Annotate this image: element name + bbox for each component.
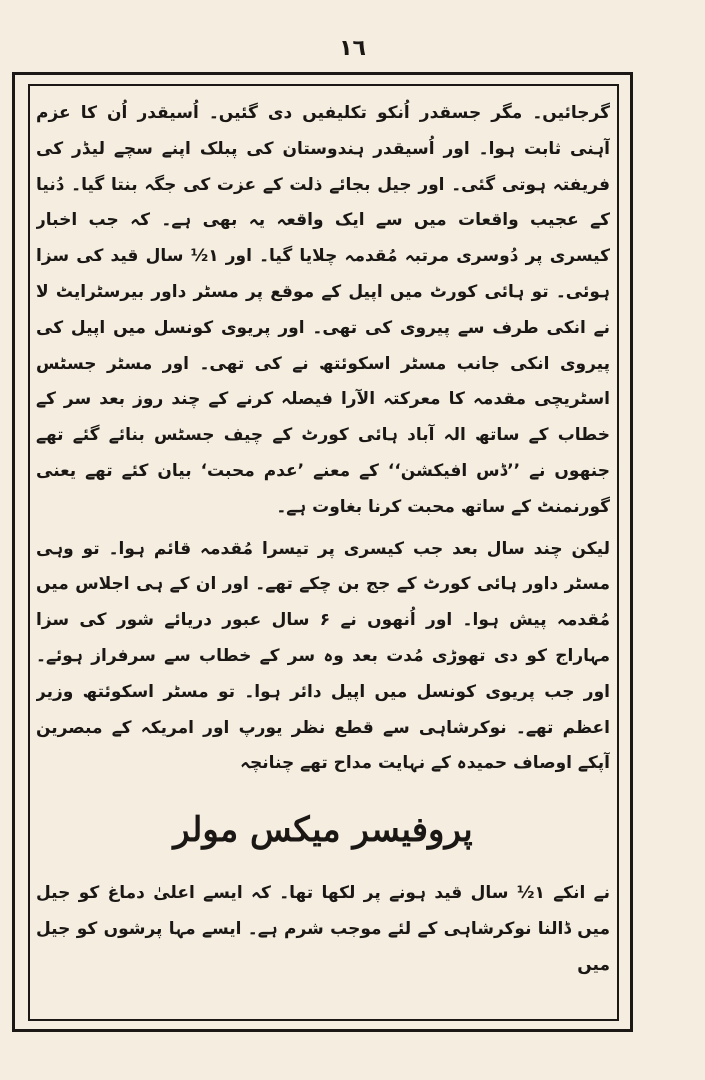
paragraph-2: لیکن چند سال بعد جب کیسری پر تیسرا مُقدمہ قائم ہوا۔ تو وہی مسٹر داور ہائی کورٹ کے جج بن چکے تھے۔ اور ان کے ہی اجلاس میں مُقدمہ پیش ہوا۔ اور اُنھوں نے ۶ سال عبور دریائے شور کی سزا مہاراج کو دی تھوڑی مُدت بعد وہ سر کے خطاب سے سرفراز ہوئے۔ اور جب پریوی کونسل میں اپیل دائر ہوا۔ تو مسٹر اسکوئتھ وزیر اعظم تھے۔ نوکرشاہی سے قطع نظر یورپ اور امریکہ کے مبصرین آپکے اوصاف حمیدہ کے نہایت مداح تھے چنانچہ	[36, 538, 610, 774]
paragraph-1: گرجائیں۔ مگر جسقدر اُنکو تکلیفیں دی گئیں۔ اُسیقدر اُن کا عزم آہنی ثابت ہوا۔ اور اُسیقدر ہندوستان کی پبلک اپنے سچے لیڈر کی فریفتہ ہوتی گئی۔ اور جیل بجائے ذلت کے عزت کی جگہ بنتا گیا۔ دُنیا کے عجیب واقعات میں سے ایک واقعہ یہ بھی ہے۔ کہ جب اخبار کیسری پر دُوسری مرتبہ مُقدمہ چلایا گیا۔ اور ۱½ سال قید کی سزا ہوئی۔ تو ہائی کورٹ میں اپیل کے موقع پر مسٹر داور بیرسٹرایٹ لا نے انکی طرف سے پیروی کی تھی۔ اور پریوی کونسل میں اپیل کی پیروی انکی جانب مسٹر اسکوئتھ نے کی تھی۔ اور مسٹر جسٹس اسٹریچی مقدمہ کا معرکتہ الآرا فیصلہ کرنے کے چند روز بعد سر کے خطاب کے ساتھ الہ آباد ہائی کورٹ کے چیف جسٹس بنائے گئے تھے جنھوں نے ’’ڈس افیکشن‘‘ کے معنے ’عدم محبت‘ بیان کئے تھے یعنی گورنمنٹ کے ساتھ محبت کرنا بغاوت ہے۔	[36, 103, 610, 517]
section-heading: پروفیسر میکس مولر	[173, 810, 473, 851]
page-number: ١٦	[339, 36, 366, 61]
paragraph-3: نے انکے ۱½ سال قید ہونے پر لکھا تھا۔ کہ ایسے اعلیٰ دماغ کو جیل میں ڈالنا نوکرشاہی کے لئے موجب شرم ہے۔ ایسے مہا پرشوں کو جیل میں	[36, 883, 610, 975]
page-body	[36, 96, 610, 1014]
